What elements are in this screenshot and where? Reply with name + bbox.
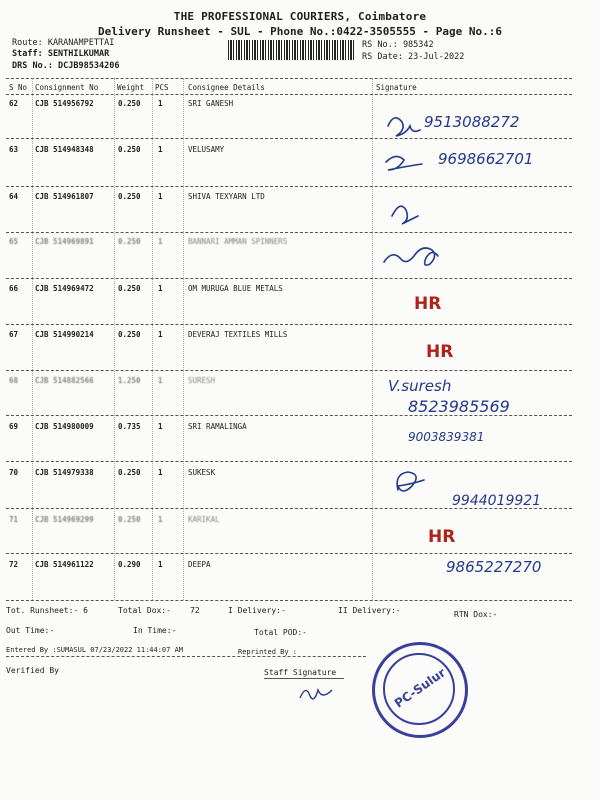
row-consignment: CJB 514961807 (35, 192, 94, 201)
row-pcs: 1 (158, 284, 163, 293)
row-sno: 71 (9, 515, 19, 524)
signature-initials: HR (414, 294, 442, 314)
signature-initials: HR (428, 527, 456, 547)
row-pcs: 1 (158, 422, 163, 431)
office-stamp (372, 642, 468, 738)
col-weight: Weight (117, 83, 145, 92)
row-sno: 64 (9, 192, 19, 201)
footer-rule (6, 656, 366, 657)
signature-scribble (384, 248, 438, 265)
row-consignment: CJB 514948348 (35, 145, 94, 154)
row-sno: 70 (9, 468, 19, 477)
drs-number: DRS No.: DCJB98534206 (12, 61, 120, 71)
reprinted-by: Reprinted By : (238, 648, 298, 656)
row-consignment: CJB 514969891 (35, 237, 94, 246)
verified-by: Verified By (6, 666, 59, 675)
row-weight: 0.250 (118, 192, 141, 201)
row-sno: 68 (9, 376, 19, 385)
staff-signature-line (264, 678, 344, 679)
row-pcs: 1 (158, 330, 163, 339)
tot-runsheet: Tot. Runsheet:- 6 (6, 606, 88, 615)
col-signature: Signature (376, 83, 417, 92)
entered-by: Entered By :SUMASUL 07/23/2022 11:44:07 AM (6, 646, 184, 654)
row-consignee: SRI GANESH (188, 99, 234, 108)
row-weight: 0.735 (118, 422, 141, 431)
row-consignee: SRI RAMALINGA (188, 422, 247, 431)
staff-signature-label: Staff Signature (264, 668, 337, 677)
staff-signature-scribble (296, 680, 336, 706)
row-sno: 65 (9, 237, 19, 246)
stamp-text: PC-Sulur (391, 665, 449, 711)
out-time: Out Time:- (6, 626, 55, 635)
row-pcs: 1 (158, 468, 163, 477)
row-weight: 0.250 (118, 515, 141, 524)
row-sno: 66 (9, 284, 19, 293)
row-pcs: 1 (158, 560, 163, 569)
row-consignee: SHIVA TEXYARN LTD (188, 192, 265, 201)
total-pod: Total POD:- (254, 628, 307, 637)
col-sno: S No (9, 83, 28, 92)
row-consignment: CJB 514961122 (35, 560, 94, 569)
row-weight: 1.250 (118, 376, 141, 385)
row-consignment: CJB 514979338 (35, 468, 94, 477)
signature-phone: 9944019921 (452, 493, 542, 509)
signature-phone: 8523985569 (408, 397, 510, 416)
row-consignee: DEVERAJ TEXTILES MILLS (188, 330, 288, 339)
row-consignment: CJB 514969472 (35, 284, 94, 293)
row-pcs: 1 (158, 99, 163, 108)
row-consignee: OM MURUGA BLUE METALS (188, 284, 283, 293)
staff-label: Staff: SENTHILKUMAR (12, 49, 110, 59)
row-consignee: DEEPA (188, 560, 211, 569)
col-consignee: Consignee Details (188, 83, 265, 92)
row-consignment: CJB 514980009 (35, 422, 94, 431)
col-pcs: PCS (155, 83, 169, 92)
company-title: THE PROFESSIONAL COURIERS, Coimbatore (173, 10, 427, 23)
signature-initials: HR (426, 342, 454, 362)
signature-phone: 9865227270 (446, 558, 542, 576)
row-pcs: 1 (158, 515, 163, 524)
row-sno: 69 (9, 422, 19, 431)
row-weight: 0.290 (118, 560, 141, 569)
row-sno: 63 (9, 145, 19, 154)
row-weight: 0.250 (118, 145, 141, 154)
row-consignee: KARIKAL (188, 515, 220, 524)
runsheet-title: Delivery Runsheet - SUL - Phone No.:0422-3505555 - Page No.:6 (98, 25, 502, 38)
signature-phone: 9003839381 (408, 430, 485, 444)
col-consignment: Consignment No (35, 83, 99, 92)
row-pcs: 1 (158, 376, 163, 385)
rtn-dox: RTN Dox:- (454, 610, 498, 619)
row-consignee: BANNARI AMMAN SPINNERS (188, 237, 288, 246)
row-sno: 67 (9, 330, 19, 339)
row-pcs: 1 (158, 237, 163, 246)
signature-phone: 9698662701 (438, 150, 534, 168)
in-time: In Time:- (133, 626, 177, 635)
signature-scribble (386, 156, 422, 170)
row-consignee: VELUSAMY (188, 145, 225, 154)
row-sno: 62 (9, 99, 19, 108)
ii-delivery: II Delivery:- (338, 606, 401, 615)
row-consignee: SURESH (188, 376, 216, 385)
signature-scribble (392, 206, 418, 224)
signature-scribble (397, 472, 424, 491)
rs-date: RS Date: 23-Jul-2022 (362, 52, 465, 62)
row-pcs: 1 (158, 192, 163, 201)
row-consignment: CJB 514956792 (35, 99, 94, 108)
row-weight: 0.250 (118, 99, 141, 108)
route-label: Route: KARANAMPETTAI (12, 38, 115, 48)
row-consignment: CJB 514990214 (35, 330, 94, 339)
rs-number: RS No.: 985342 (362, 40, 434, 50)
row-weight: 0.250 (118, 468, 141, 477)
signature-scribble (388, 118, 420, 136)
row-weight: 0.250 (118, 237, 141, 246)
row-weight: 0.250 (118, 284, 141, 293)
row-weight: 0.250 (118, 330, 141, 339)
row-consignee: SUKESK (188, 468, 216, 477)
i-delivery: I Delivery:- (228, 606, 286, 615)
row-sno: 72 (9, 560, 19, 569)
row-consignment: CJB 514882566 (35, 376, 94, 385)
signature-name: V.suresh (388, 377, 452, 395)
total-dox-label: Total Dox:- (118, 606, 171, 615)
total-dox-value: 72 (190, 606, 200, 615)
row-consignment: CJB 514969299 (35, 515, 94, 524)
row-pcs: 1 (158, 145, 163, 154)
signature-phone: 9513088272 (424, 113, 520, 131)
